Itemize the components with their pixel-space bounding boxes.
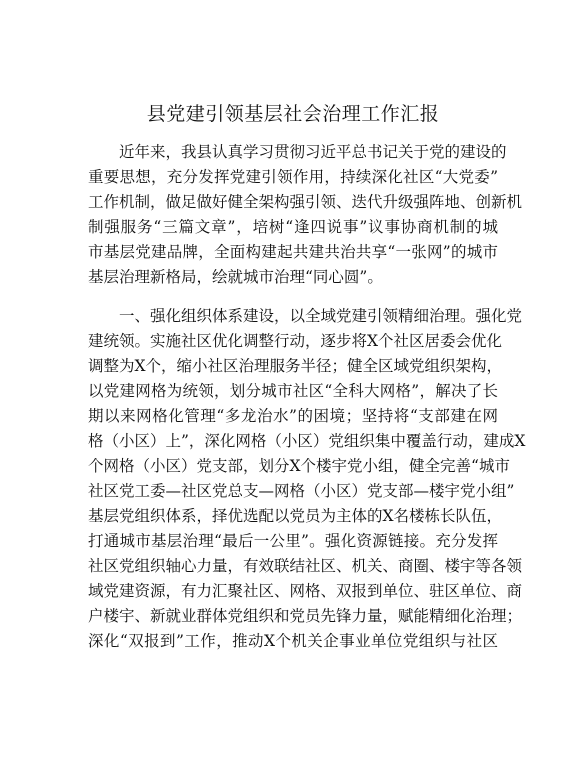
paragraph-2-line-14: 深化“双报到”工作，推动X个机关企事业单位党组织与社区 [88,632,498,650]
document-title: 县党建引领基层社会治理工作汇报 [146,103,440,125]
paragraph-2-line-6: 格（小区）上”，深化网格（小区）党组织集中覆盖行动，建成X [88,432,526,450]
paragraph-2-line-9: 基层党组织体系，择优选配以党员为主体的X名楼栋长队伍， [88,507,503,525]
paragraph-2-line-8: 社区党工委—社区党总支—网格（小区）党支部—楼宇党小组” [88,482,515,500]
paragraph-2-line-10: 打通城市基层治理“最后一公里”。强化资源链接。充分发挥 [88,532,498,550]
paragraph-2-line-1: 一、强化组织体系建设，以全域党建引领精细治理。强化党 [119,307,523,325]
paragraph-1-line-2: 重要思想，充分发挥党建引领作用，持续深化社区“大党委” [88,168,498,186]
paragraph-1-line-1: 近年来，我县认真学习贯彻习近平总书记关于党的建设的 [119,143,507,161]
paragraph-2-line-3: 调整为X个，缩小社区治理服务半径；健全区域党组织架构， [88,357,503,375]
paragraph-2-line-5: 期以来网格化管理“多龙治水”的困境；坚持将“支部建在网 [88,407,498,425]
paragraph-1-line-4: 制强服务“三篇文章”，培树“逢四说事”议事协商机制的城 [88,218,498,236]
paragraph-2-line-12: 域党建资源，有力汇聚社区、网格、双报到单位、驻区单位、商 [88,582,523,600]
paragraph-2-line-4: 以党建网格为统领，划分城市社区“全科大网格”，解决了长 [88,382,498,400]
paragraph-1-line-6: 基层治理新格局，绘就城市治理“同心圆”。 [88,268,383,286]
paragraph-1-line-5: 市基层党建品牌，全面构建起共建共治共享“一张网”的城市 [88,243,498,261]
paragraph-1-line-3: 工作机制，做足做好健全架构强引领、迭代升级强阵地、创新机 [88,193,523,211]
paragraph-2-line-13: 户楼宇、新就业群体党组织和党员先锋力量，赋能精细化治理； [88,607,523,625]
paragraph-2-line-2: 建统领。实施社区优化调整行动，逐步将X个社区居委会优化 [88,332,503,350]
paragraph-2-line-11: 社区党组织轴心力量，有效联结社区、机关、商圈、楼宇等各领 [88,557,523,575]
paragraph-2-line-7: 个网格（小区）党支部，划分X个楼宇党小组，健全完善“城市 [88,457,510,475]
